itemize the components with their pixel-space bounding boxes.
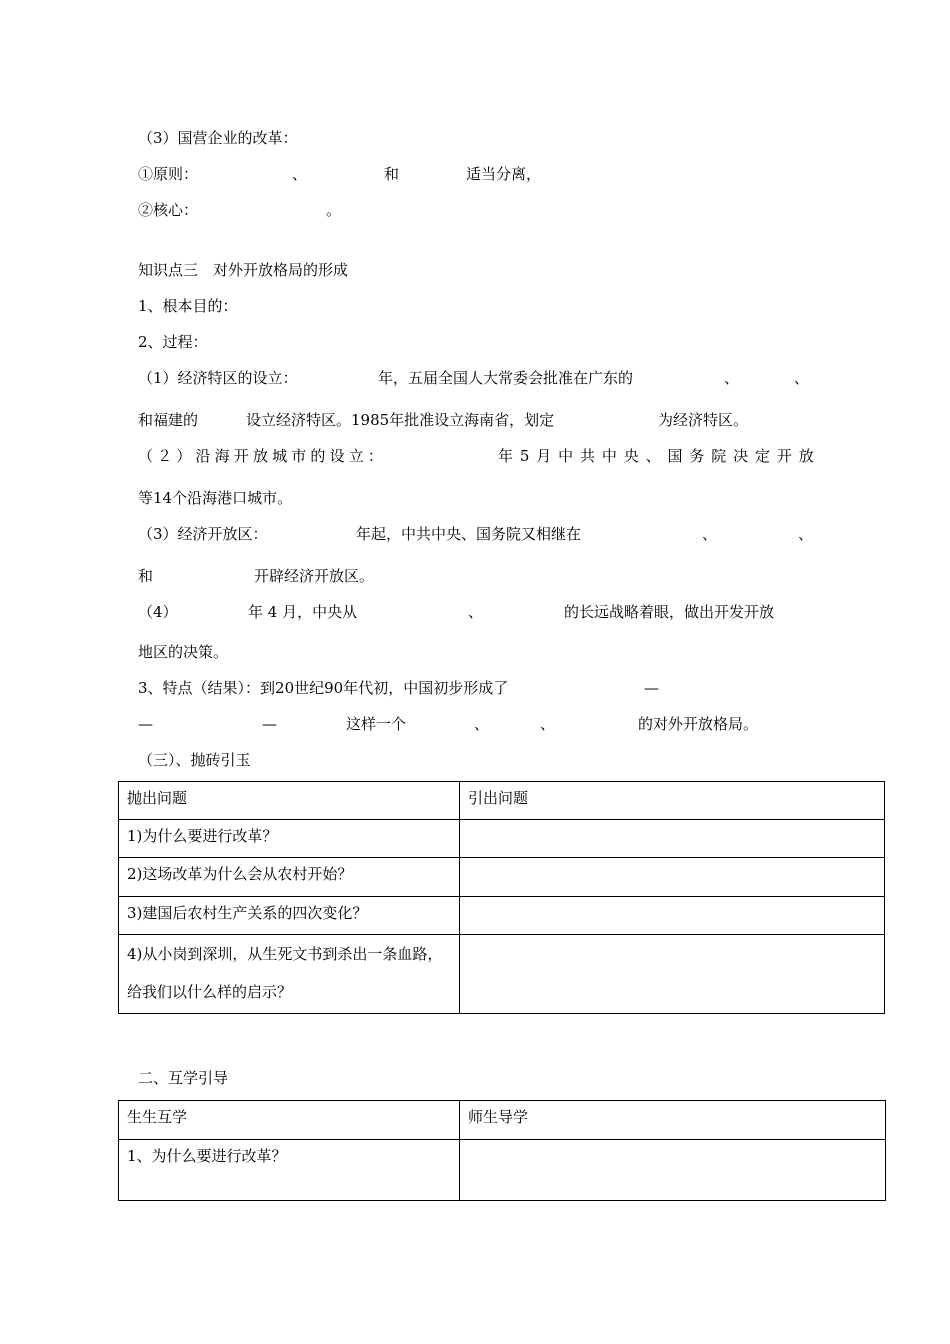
coastal-tail: 等14个沿海港口城市。 [138, 489, 293, 507]
characteristics-dash-2: — [138, 715, 153, 733]
sez-sep-1: 、 [724, 369, 740, 387]
pudong-label: （4） [138, 603, 178, 621]
table2-question-1: 1、为什么要进行改革？ [119, 1140, 460, 1201]
open-zone-and: 和 [138, 567, 154, 585]
characteristics-dash-1: — [644, 679, 659, 697]
characteristics-sep-2: 、 [540, 715, 556, 733]
principle-separator: 、 [292, 165, 308, 183]
coastal-text: 年 5 月 中 共 中 央 、 国 务 院 决 定 开 放 [498, 447, 814, 465]
open-zone-sep-2: 、 [798, 525, 814, 543]
table1-answer-cell-3[interactable] [460, 897, 885, 935]
table2-header-peer: 生生互学 [119, 1101, 460, 1140]
open-zone-sep-1: 、 [702, 525, 718, 543]
section-throw-brick: （三）、抛砖引玉 [138, 751, 251, 769]
sez-label: （1）经济特区的设立： [138, 369, 298, 387]
open-zone-text: 年起，中共中央、国务院又相继在 [356, 525, 582, 543]
sez-hainan: 设立经济特区。1985年批准设立海南省，划定 [246, 411, 555, 429]
sez-sep-2: 、 [794, 369, 810, 387]
table1-answer-cell-1[interactable] [460, 820, 885, 858]
table1-question-1: 1)为什么要进行改革？ [119, 820, 460, 858]
table2-answer-cell-1[interactable] [460, 1140, 886, 1201]
pudong-tail: 地区的决策。 [138, 643, 229, 661]
knowledge-point-title: 知识点三 对外开放格局的形成 [138, 261, 349, 279]
characteristics-tail: 的对外开放格局。 [638, 715, 759, 733]
open-zone-tail: 开辟经济开放区。 [254, 567, 375, 585]
core-label: ②核心： [138, 201, 199, 219]
mutual-learning-table [118, 1100, 886, 1201]
open-zone-label: （3）经济开放区： [138, 525, 268, 543]
characteristics-text: 3、特点（结果）：到20世纪90年代初，中国初步形成了 [138, 679, 509, 697]
principle-label: ①原则： [138, 165, 199, 183]
table1-header-raise: 抛出问题 [119, 782, 460, 820]
sez-tail: 为经济特区。 [658, 411, 749, 429]
characteristics-sep-1: 、 [474, 715, 490, 733]
subheading-state-enterprise: （3）国营企业的改革： [138, 129, 298, 147]
table1-question-2: 2)这场改革为什么会从农村开始？ [119, 858, 460, 897]
table1-question-4: 4)从小岗到深圳，从生死文书到杀出一条血路，给我们以什么样的启示？ [119, 935, 460, 1014]
pudong-strategy: 的长远战略着眼，做出开发开放 [564, 603, 775, 621]
fundamental-purpose: 1、根本目的： [138, 297, 238, 315]
table1-answer-cell-2[interactable] [460, 858, 885, 897]
characteristics-dash-3: — [262, 715, 277, 733]
table1-question-3: 3)建国后农村生产关系的四次变化？ [119, 897, 460, 935]
table1-answer-cell-4[interactable] [460, 935, 885, 1014]
sez-text: 年，五届全国人大常委会批准在广东的 [378, 369, 634, 387]
principle-and: 和 [384, 165, 400, 183]
core-period: 。 [326, 201, 342, 219]
section-mutual-learning: 二、互学引导 [138, 1069, 229, 1087]
characteristics-such: 这样一个 [346, 715, 407, 733]
coastal-label: （ ２ ） 沿 海 开 放 城 市 的 设 立 ： [138, 447, 383, 465]
process-heading: 2、过程： [138, 333, 208, 351]
table2-header-teacher: 师生导学 [460, 1101, 886, 1140]
questions-table [118, 781, 885, 1014]
principle-tail: 适当分离， [466, 165, 542, 183]
sez-fujian: 和福建的 [138, 411, 199, 429]
table1-header-derive: 引出问题 [460, 782, 885, 820]
pudong-sep: 、 [468, 603, 484, 621]
pudong-text: 年 4 月，中央从 [248, 603, 358, 621]
